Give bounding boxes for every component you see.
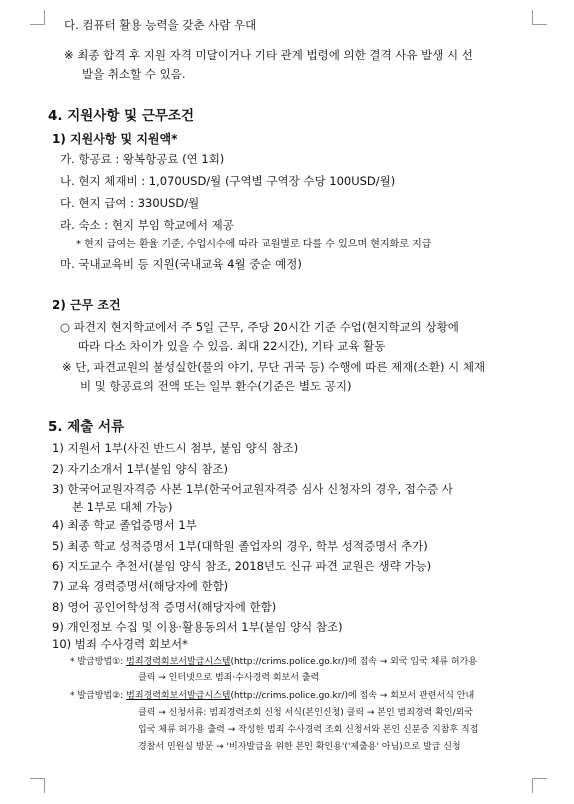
work-condition-line2: 따라 다소 차이가 있을 수 있음. 최대 22시간), 기타 교육 활동	[78, 339, 386, 353]
method1-line1	[70, 656, 477, 669]
crop-mark-top-left	[30, 10, 45, 25]
method2-line2: 클릭 → 신청서류: 범죄경력조회 신청 서식(본인신청) 클릭 → 본인 범죄경력 확인/외국	[138, 708, 473, 718]
method1-label: * 발급방법①:	[70, 657, 124, 667]
doc-item-7: 7) 교육 경력증명서(해당자에 한함)	[52, 579, 229, 593]
section4-title: 4. 지원사항 및 근무조건	[48, 108, 194, 124]
doc-item-3-cont: 본 1부로 대체 가능)	[72, 500, 173, 514]
doc-item-5: 5) 최종 학교 성적증명서 1부(대학원 졸업자의 경우, 학부 성적증명서 추가)	[52, 539, 428, 553]
intro-note-line1: ※ 최종 합격 후 지원 자격 미달이거나 기타 관계 법령에 의한 결격 사유 발생 시 선	[64, 48, 473, 62]
doc-item-6: 6) 지도교수 추천서(붙임 양식 참조, 2018년도 신규 파견 교원은 생략 가능)	[52, 559, 432, 573]
section4-sub2-title: 2) 근무 조건	[52, 298, 121, 312]
crop-mark-top-right	[532, 10, 547, 25]
section4-star-note: * 현지 급여는 환율 기준, 수업시수에 따라 교원별로 다를 수 있으며 현지화로 지급	[76, 239, 432, 250]
doc-item-2: 2) 자기소개서 1부(붙임 양식 참조)	[52, 462, 229, 476]
crop-mark-bottom-right	[532, 778, 547, 793]
section4-note-line2: 비 및 항공료의 전액 또는 일부 환수(기준은 별도 공지)	[80, 379, 352, 393]
method1-site-link[interactable]: 범죄경력회보서발급시스템	[126, 657, 231, 667]
method2-line1-rest: (http://crims.police.go.kr/)에 접속 → 회보서 관련서식 안내	[230, 691, 475, 701]
section4-item-da: 다. 현지 급여 : 330USD/월	[60, 196, 200, 210]
method2-label: * 발급방법②:	[70, 691, 124, 701]
section4-sub1-title: 1) 지원사항 및 지원액*	[52, 132, 178, 146]
intro-item-da: 다. 컴퓨터 활용 능력을 갖춘 사람 우대	[64, 18, 257, 32]
section4-item-ra: 라. 숙소 : 현지 부임 학교에서 제공	[60, 218, 234, 232]
method1-line1-rest: (http://crims.police.go.kr/)에 접속 → 외국 입국 체류 허가용	[230, 657, 477, 667]
section4-item-na: 나. 현지 체재비 : 1,070USD/월 (구역별 구역장 수당 100USD/월)	[60, 174, 396, 188]
doc-item-10: 10) 범죄 수사경력 회보서*	[52, 637, 188, 651]
doc-item-8: 8) 영어 공인어학성적 증명서(해당자에 한함)	[52, 600, 277, 614]
section4-note-line1: ※ 단, 파견교원의 불성실한(물의 야기, 무단 귀국 등) 수행에 따른 제재(소환) 시 체재	[62, 360, 486, 374]
method2-site-link[interactable]: 범죄경력회보서발급시스템	[126, 691, 231, 701]
section4-item-ma: 마. 국내교육비 등 지원(국내교육 4월 중순 예정)	[60, 257, 302, 271]
method2-line3: 입국 체류 허가용 출력 → 작성한 범죄 수사경력 조회 신청서와 본인 신분증 지참후 직접	[138, 725, 479, 735]
doc-item-4: 4) 최종 학교 졸업증명서 1부	[52, 518, 197, 532]
doc-item-9: 9) 개인정보 수집 및 이용·활용동의서 1부(붙임 양식 참조)	[52, 620, 343, 634]
intro-note-line2: 발을 취소할 수 있음.	[82, 67, 186, 81]
doc-item-1: 1) 지원서 1부(사진 반드시 첨부, 붙임 양식 참조)	[52, 441, 299, 455]
section5-title: 5. 제출 서류	[48, 419, 125, 435]
method2-line1	[70, 690, 474, 703]
crop-mark-bottom-left	[30, 778, 45, 793]
doc-item-3: 3) 한국어교원자격증 사본 1부(한국어교원자격증 심사 신청자의 경우, 접수증 사	[52, 482, 453, 496]
method2-line4: 경찰서 민원실 방문 → '비자발급을 위한 본인 확인용'('제출용' 아님)으로 발급 신청	[138, 742, 461, 752]
work-condition-line1: ○ 파견지 현지학교에서 주 5일 근무, 주당 20시간 기준 수업(현지학교의 상황에	[60, 320, 459, 334]
method1-line2: 클릭 → 인터넷으로 범죄·수사경력 회보서 출력	[138, 673, 320, 683]
section4-item-ga: 가. 항공료 : 왕복항공료 (연 1회)	[60, 152, 225, 166]
